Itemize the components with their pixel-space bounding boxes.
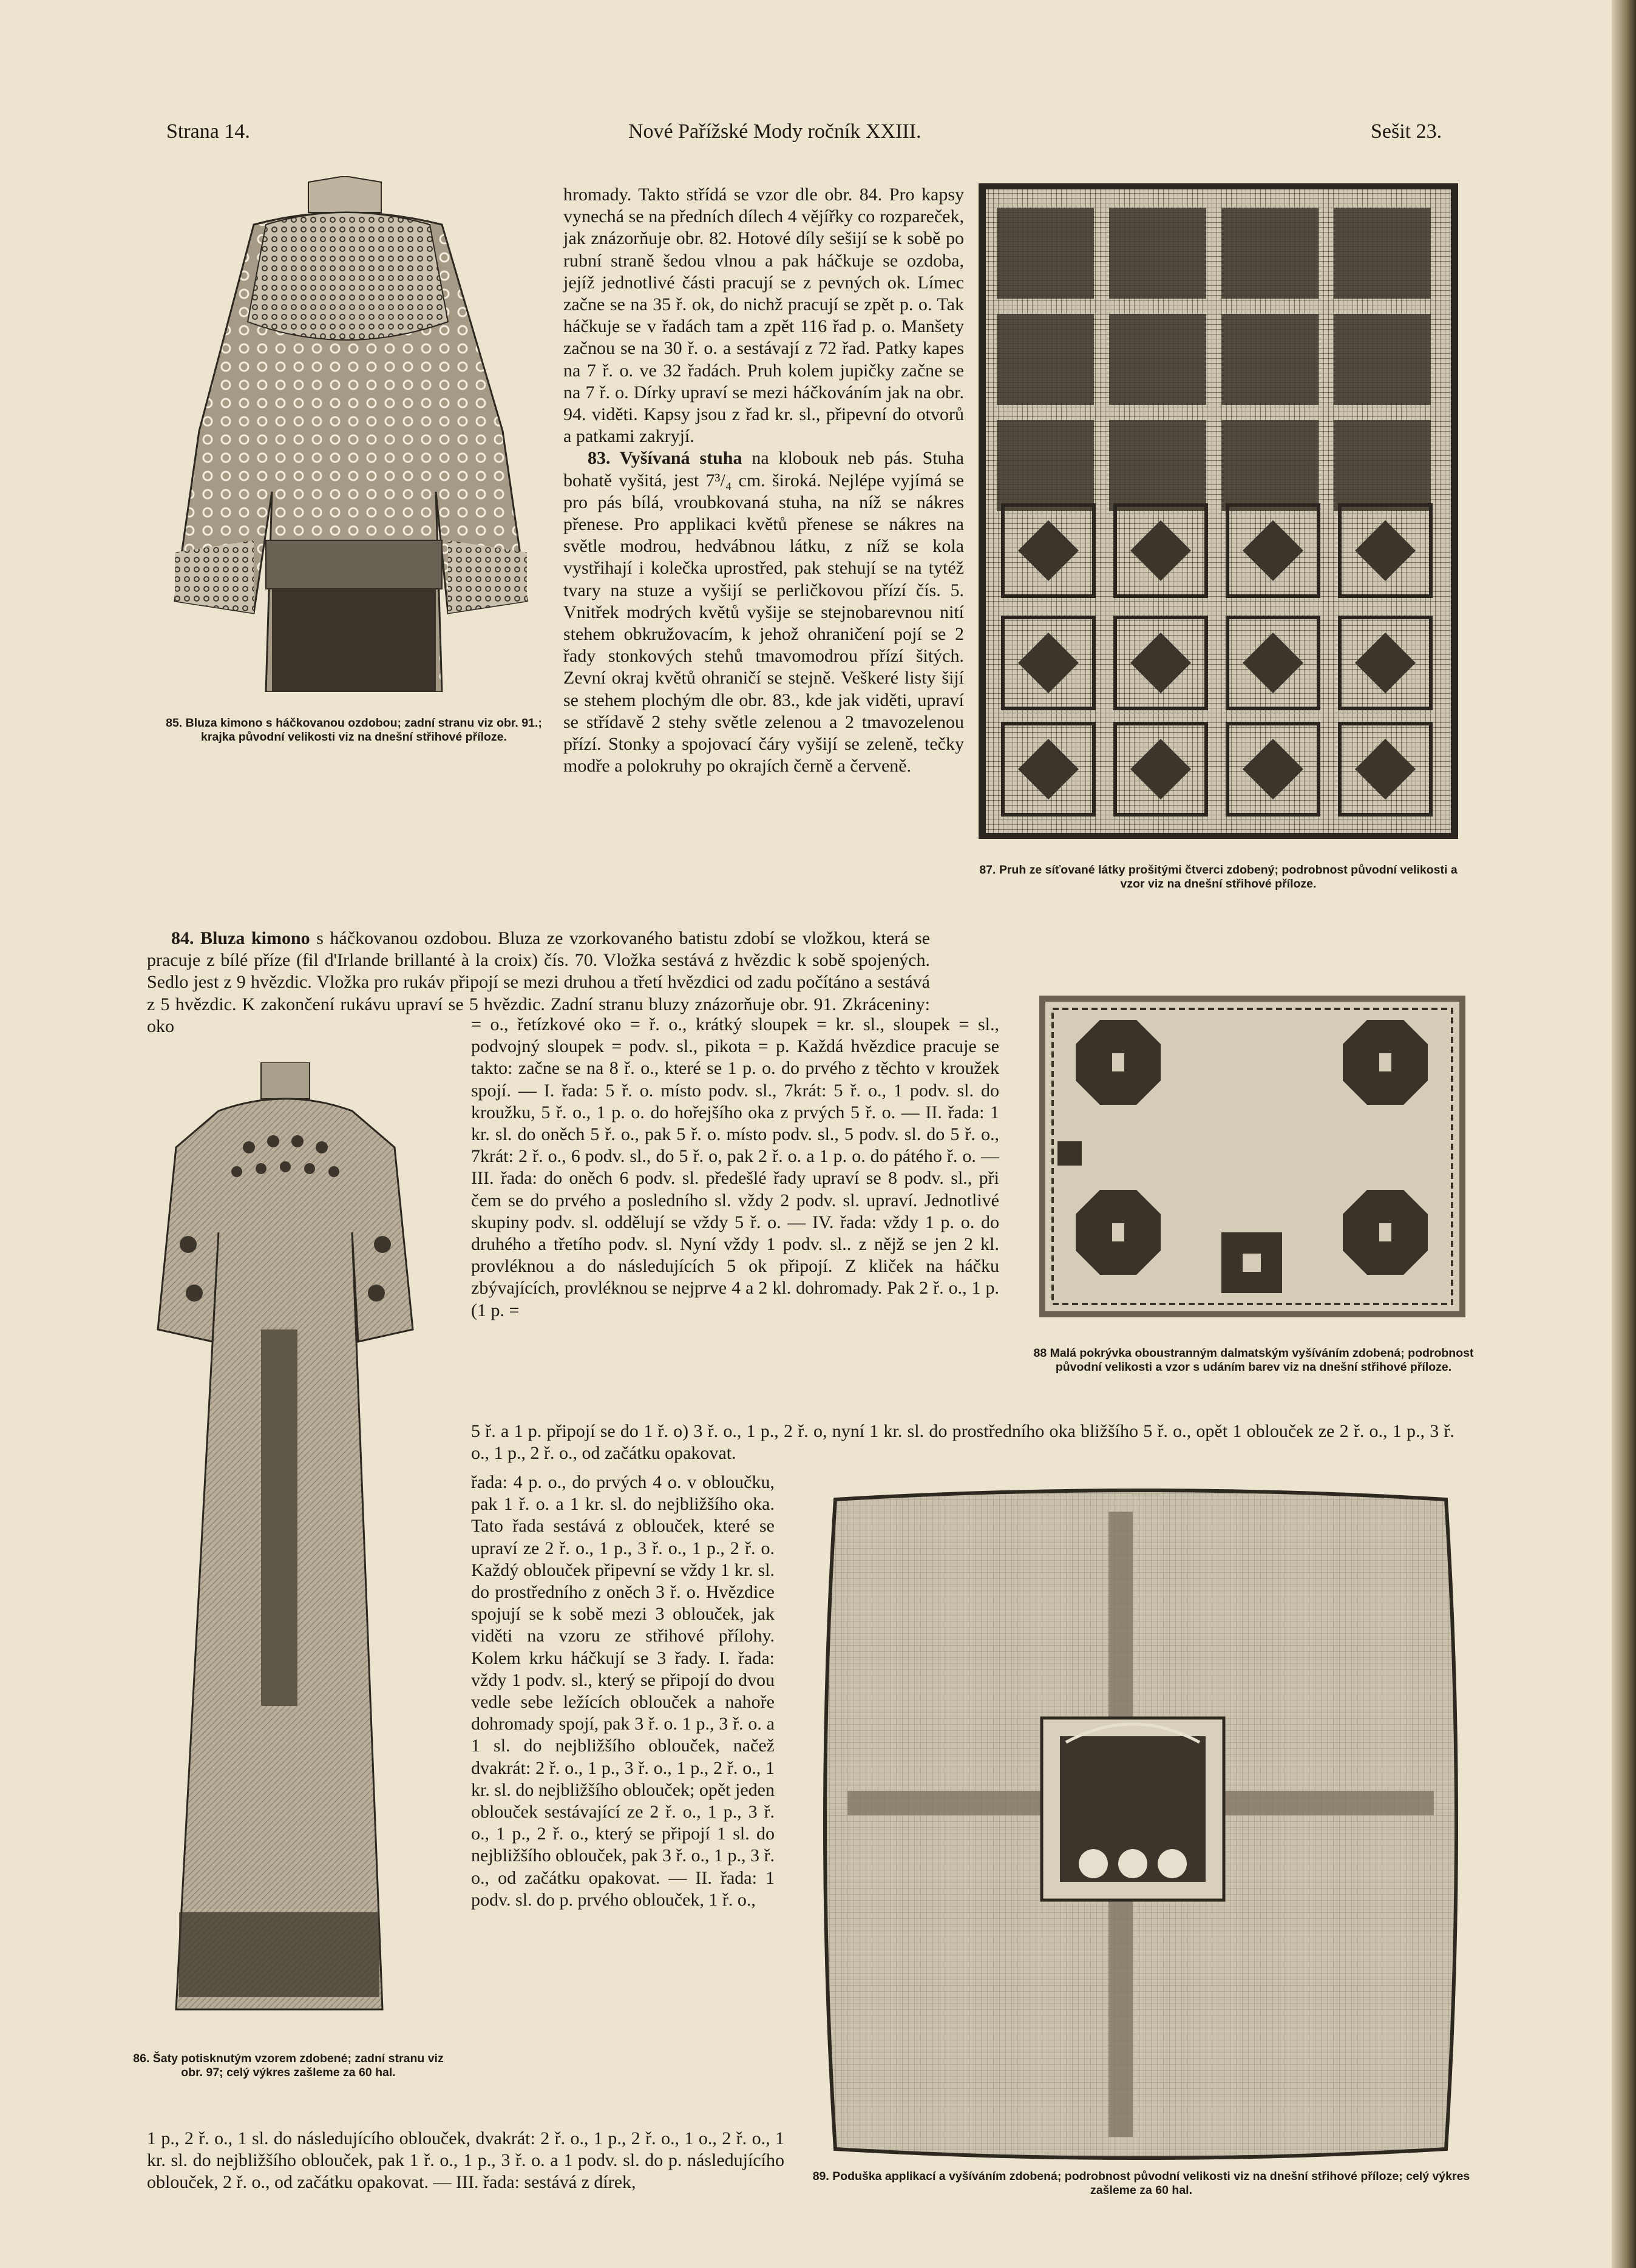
paragraph-row-end: 1 p., 2 ř. o., 1 sl. do následujícího oblouček, dvakrát: 2 ř. o., 1 p., 2 ř. o., 1 o., 2 ř. o., 1 kr. sl. do nejbližšího oblouček, pak 1 ř. o., 1 p., 3 ř. o. a 1 podv. sl. do p. následujícího oblouček, 2 ř. o., od začátku opakovat. — III. řada: sestává z dírek, — [147, 2128, 784, 2193]
figure-89-pillow — [823, 1487, 1458, 2161]
caption-fig-87: 87. Pruh ze síťované látky prošitými čtverci zdobený; podrobnost původní velikosti a vzor viz na dnešní střihové příloze. — [979, 863, 1458, 891]
magazine-title: Nové Pařížské Mody ročník XXIII. — [628, 120, 922, 143]
page-edge — [1612, 0, 1636, 2268]
caption-fig-88: 88 Malá pokrývka oboustranným dalmatským vyšíváním zdobená; podrobnost původní velikosti a vzor s udáním barev viz na dnešní střihové příloze. — [1033, 1346, 1474, 1374]
heading-83: 83. Vyšívaná stuha — [588, 448, 742, 469]
page-number: Strana 14. — [166, 120, 250, 143]
paragraph-84: 84. Bluza kimono s háčkovanou ozdobou. Bluza ze vzorkovaného batistu zdobí se vložkou, která se pracuje z bílé příze (fil d'Irlande brillanté à la croix) čís. 70. Vložka sestává z hvězdic k sobě spojených. Sedlo jest z 9 hvězdic. Vložka pro rukáv připojí se mezi druhou a třetí hvězdici od zadu počítáno a sestává z 5 hvězdic. K zakončení rukávu upraví se 5 hvězdic. Zadní stranu bluzy znázorňuje obr. 91. Zkráceniny: oko — [147, 928, 930, 1036]
heading-84: 84. Bluza kimono — [171, 928, 310, 948]
bottom-text-column — [147, 2128, 784, 2194]
paragraph-83: 83. Vyšívaná stuha na klobouk neb pás. Stuha bohatě vyšitá, jest 7³/₄ cm. široká. Nejlépe vyjímá se pro pás bílá, vroubkovaná stuha, na níž se nákres přenese. Pro applikaci květů přenese se nákres na světle modrou, hedvábnou látku, z níž se kola vystřihají i kolečka uprostřed, pak stehují se na tytéž tvary na stuze a vyšijí se perličkovou přízí čís. 5. Vnitřek modrých květů vyšije se stejnobarevnou nití stehem obkružovacím, k jehož ohraničení pojí se 2 řady stonkových stehů tmavomodrou přízí šitých. Zevní okraj květů ohraničí se stejně. Veškeré listy šijí se stehem plochým dle obr. 83., kde jak viděti, upraví se střídavě 2 stehy světle zelenou a 2 tmavozelenou přízí. Stonky a spojovací čáry vyšijí se zeleně, tečky modře a polokruhy po okrajích černě a červeně. — [563, 448, 964, 776]
figure-88-cover — [1039, 996, 1465, 1317]
top-text-column — [563, 184, 964, 777]
issue-number: Sešit 23. — [1371, 120, 1442, 143]
caption-fig-89: 89. Poduška applikací a vyšíváním zdobená; podrobnost původní velikosti viz na dnešní střihové příloze; celý výkres zašleme za 60 hal. — [812, 2170, 1470, 2197]
caption-fig-85: 85. Bluza kimono s háčkovanou ozdobou; zadní stranu viz obr. 91.; krajka původní velikosti viz na dnešní střihové příloze. — [166, 716, 542, 744]
center-text-column — [471, 1014, 999, 1322]
paragraph-abbreviations: = o., řetízkové oko = ř. o., krátký sloupek = kr. sl., sloupek = sl., podvojný sloupek = podv. sl., pikota = p. Každá hvězdice pracuje se takto: začne se na 8 ř. o., které se 1 p. o. do prvého z těchto v kroužek spojí. — I. řada: 5 ř. o. místo podv. sl., 7krát: 5 ř. o., 1 podv. sl. do kroužku, 5 ř. o., 1 p. o. do hořejšího oka z prvých 5 ř. o. — II. řada: 1 kr. sl. do oněch 5 ř. o., pak 5 ř. o. místo podv. sl., 5 podv. sl. do 5 ř. o., 7krát: 2 ř. o., 6 podv. sl., do 5 ř. o, pak 2 ř. o. a 1 p. o. do pátého ř. o. — III. řada: do oněch 6 podv. sl. předešlé řady upraví se 8 podv. sl., při čem se do prvého a posledního sl. vždy 2 podv. sl. upraví. Jednotlivé skupiny podv. sl. oddělují se vždy 5 ř. o. — IV. řada: vždy 1 p. o. do druhého a třetího podv. sl. Nyní vždy 1 podv. sl.. z nějž se jen 2 kl. provléknou a do následujících 5 ok připojí. Z kliček na háčku zbývajících, provléknou se nejprve 4 a 2 kl. dohromady. Pak 2 ř. o., 1 p. (1 p. = — [471, 1014, 999, 1320]
figure-85-blouse — [163, 176, 545, 692]
figure-86-dress — [127, 1062, 443, 2034]
wide-text-line: 5 ř. a 1 p. připojí se do 1 ř. o) 3 ř. o., 1 p., 2 ř. o, nyní 1 kr. sl. do prostředního oka bližšího 5 ř. o., opět 1 oblouček ze 2 ř. o., 1 p., 3 ř. o., 1 p., 2 ř. o., od začátku opakovat. — [471, 1421, 1454, 1464]
caption-fig-86: 86. Šaty potisknutým vzorem zdobené; zadní stranu viz obr. 97; celý výkres zašleme za 60 hal. — [133, 2052, 444, 2079]
figure-87-net-strip — [979, 183, 1458, 839]
paragraph-continuation: hromady. Takto střídá se vzor dle obr. 84. Pro kapsy vynechá se na předních dílech 4 vějířky co rozpareček, jak znázorňuje obr. 82. Hotové díly sešijí se k sobě po rubní straně šedou vlnou a pak háčkuje se ozdoba, jejíž jednotlivé části pracují se z pevných ok. Límec začne se na 35 ř. ok, do nichž pracují se zpět p. o. Tak háčkuje se v řadách tam a zpět 116 řad p. o. Manšety začnou se na 30 ř. o. a sestávají z 72 řad. Patky kapes na 7 ř. o. ve 32 řadách. Pruh kolem jupičky začne se na 7 ř. o. Dírky upraví se mezi háčkováním jak na obr. 94. viděti. Kapsy jsou z řad kr. sl., připevní do otvorů a patkami zakryjí. — [563, 185, 964, 447]
narrow-text-column — [471, 1472, 775, 1911]
paragraph-rows: řada: 4 p. o., do prvých 4 o. v obloučku, pak 1 ř. o. a 1 kr. sl. do nejbližšího oka. Tato řada sestává z oblouček, které se upraví ze 2 ř. o., 1 p., 3 ř. o., 1 p., 2 ř. o. Každý oblouček připevní se vždy 1 kr. sl. do prostředního z oněch 3 ř. o. Hvězdice spojují se k sobě mezi 3 oblouček, jak viděti na vzoru ze střihové přílohy. Kolem krku háčkují se 3 řady. I. řada: vždy 1 podv. sl., který se připojí do dvou vedle sebe ležících oblouček a nahoře dohromady spojí, pak 3 ř. o. 1 p., 3 ř. o. a 1 sl. do nejbližšího oblouček, načež dvakrát: 2 ř. o., 1 p., 3 ř. o., 1 p., 2 ř. o., 1 kr. sl. do nejbližšího oblouček; opět jeden oblouček sestávající ze 2 ř. o., 1 p., 3 ř. o., 1 p., 2 ř. o., který se připojí 1 sl. do nejbližšího oblouček, pak 3 ř. o., 1 p., 3 ř. o., od začátku opakovat. — II. řada: 1 podv. sl. do p. prvého oblouček, 1 ř. o., — [471, 1472, 775, 1910]
